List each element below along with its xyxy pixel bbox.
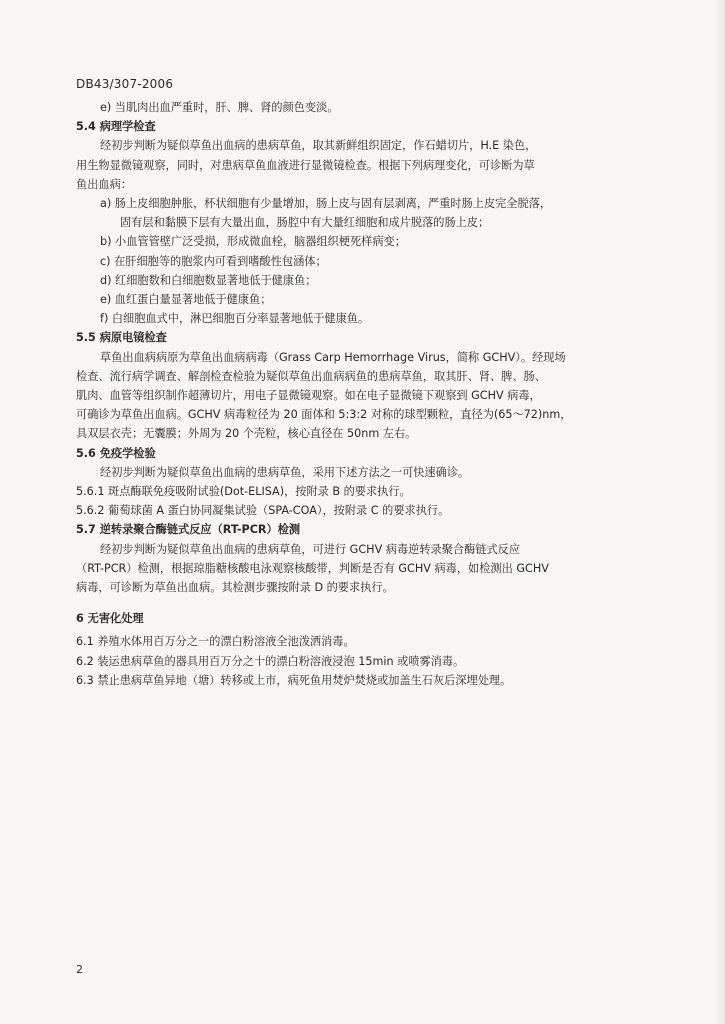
scan-edge-shadow (715, 0, 725, 1024)
page-number: 2 (76, 963, 83, 976)
body-line: b) 小血管管壁广泛受损，形成微血栓，脑器组织梗死样病变； (100, 235, 406, 249)
body-line: e) 血红蛋白量显著地低于健康鱼； (100, 293, 272, 307)
body-line: a) 肠上皮细胞肿胀，杯状细胞有少量增加，肠上皮与固有层剥离，严重时肠上皮完全脱落， (100, 197, 552, 211)
body-line: 6.3 禁止患病草鱼异地（塘）转移或上市，病死鱼用焚炉焚烧或加盖生石灰后深埋处理。 (76, 673, 512, 687)
body-line: 经初步判断为疑似草鱼出血病的患病草鱼，取其新鲜组织固定，作石蜡切片，H.E 染色， (100, 139, 537, 153)
body-line: （RT-PCR）检测，根据琼脂糖核酸电泳观察核酸带，判断是否有 GCHV 病毒，如检测出 GCHV (76, 561, 549, 575)
body-line: 固有层和黏膜下层有大量出血，肠腔中有大量红细胞和成片脱落的肠上皮； (120, 216, 490, 230)
body-line: 6.1 养殖水体用百万分之一的漂白粉溶液全池泼洒消毒。 (76, 635, 355, 649)
section-heading: 5.6 免疫学检验 (76, 446, 156, 460)
body-line: f) 白细胞血式中，淋巴细胞百分率显著地低于健康鱼。 (100, 312, 370, 326)
section-heading: 6 无害化处理 (76, 612, 144, 626)
document-body (76, 98, 616, 690)
body-line: 5.6.2 葡萄球菌 A 蛋白协同凝集试验（SPA-COA），按附录 C 的要求执行。 (76, 504, 450, 518)
body-line: d) 红细胞数和白细胞数显著地低于健康鱼； (100, 273, 317, 287)
body-line: e) 当肌肉出血严重时，肝、脾、肾的颜色变淡。 (100, 101, 339, 114)
body-line: 检查、流行病学调查、解剖检查检验为疑似草鱼出血病病鱼的患病草鱼，取其肝、肾、脾、肠、 (76, 369, 546, 383)
body-line: 5.6.1 斑点酶联免疫吸附试验(Dot-ELISA)，按附录 B 的要求执行。 (76, 485, 411, 499)
body-line: 鱼出血病： (76, 177, 132, 191)
body-line: 可确诊为草鱼出血病。GCHV 病毒粒径为 20 面体和 5:3:2 对称的球型颗粒，直径为(65～72)nm， (76, 408, 572, 422)
body-line: c) 在肝细胞等的胞浆内可看到嗜酸性包涵体； (100, 254, 327, 268)
body-line: 草鱼出血病病原为草鱼出血病病毒（Grass Carp Hemorrhage Virus，简称 GCHV）。经现场 (100, 350, 566, 364)
section-heading: 5.4 病理学检查 (76, 120, 156, 134)
body-line: 6.2 装运患病草鱼的器具用百万分之十的漂白粉溶液浸泡 15min 或喷雾消毒。 (76, 654, 465, 668)
section-heading: 5.5 病原电镜检查 (76, 331, 167, 345)
body-line: 用生物显微镜观察，同时，对患病草鱼血液进行显微镜检查。根据下列病理变化，可诊断为草 (76, 158, 535, 172)
section-heading: 5.7 逆转录聚合酶链式反应（RT-PCR）检测 (76, 523, 301, 537)
document-id: DB43/307-2006 (76, 77, 174, 91)
body-line: 具双层衣壳；无囊膜；外周为 20 个壳粒，核心直径在 50nm 左右。 (76, 427, 417, 441)
body-line: 经初步判断为疑似草鱼出血病的患病草鱼，采用下述方法之一可快速确诊。 (100, 465, 470, 479)
body-line: 肌肉、血管等组织制作超薄切片，用电子显微镜观察。如在电子显微镜下观察到 GCHV 病毒， (76, 389, 541, 403)
body-line: 经初步判断为疑似草鱼出血病的患病草鱼，可进行 GCHV 病毒逆转录聚合酶链式反应 (100, 542, 521, 556)
body-line: 病毒，可诊断为草鱼出血病。其检测步骤按附录 D 的要求执行。 (76, 581, 394, 595)
